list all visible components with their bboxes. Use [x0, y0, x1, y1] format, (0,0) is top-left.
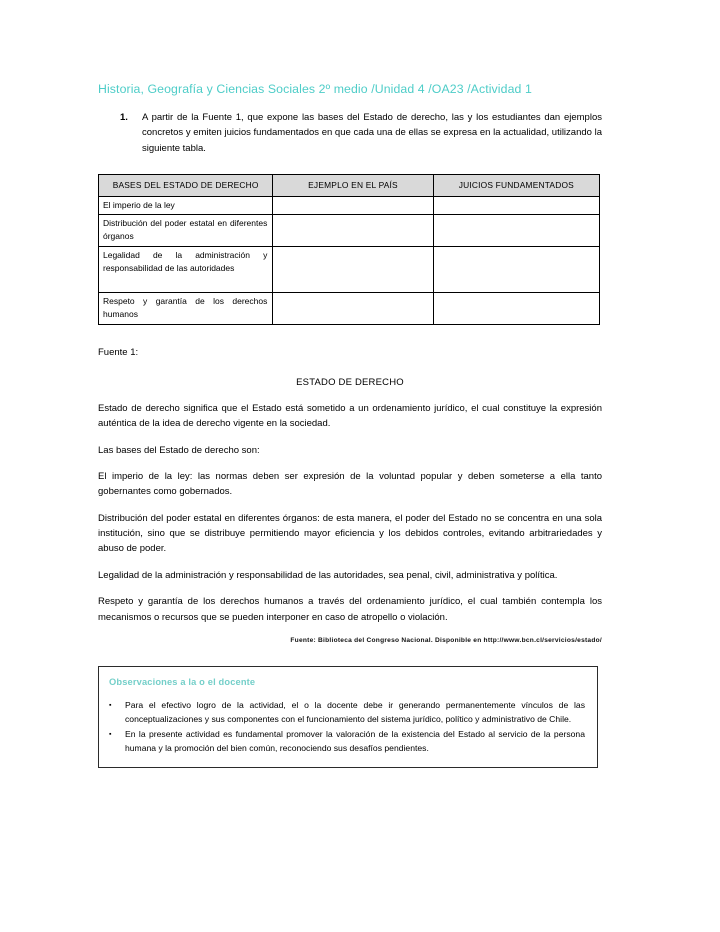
cell-base: El imperio de la ley [99, 197, 273, 215]
square-bullet-icon: ▪ [109, 701, 112, 709]
cell-base: Distribución del poder estatal en diferentes órganos [99, 215, 273, 247]
table-row [99, 197, 600, 215]
cell-juicio[interactable] [433, 197, 599, 215]
square-bullet-icon: ▪ [109, 730, 112, 738]
cell-ejemplo[interactable] [273, 215, 433, 247]
source-paragraph: Las bases del Estado de derecho son: [98, 444, 260, 456]
source-paragraph: El imperio de la ley: las normas deben ser expresión de la voluntad popular y deben someterse a ella tanto gobernantes como gobernados. [98, 470, 602, 498]
list-item [109, 728, 585, 756]
table-row [99, 293, 600, 325]
activity-table [98, 174, 600, 326]
cell-ejemplo[interactable] [273, 247, 433, 293]
source-paragraph: Respeto y garantía de los derechos humanos a través del ordenamiento jurídico, el cual también contempla los mecanismos o recursos que se pueden interponer en caso de atropello o violación. [98, 596, 602, 623]
cell-ejemplo[interactable] [273, 197, 433, 215]
source-label: Fuente 1: [98, 347, 139, 359]
table-header-row [99, 174, 600, 196]
source-title: ESTADO DE DERECHO [296, 376, 404, 388]
source-paragraph: Distribución del poder estatal en diferentes órganos: de esta manera, el poder del Estado no se concentra en una sola institución, sino que se distribuye permitiendo mayor eficiencia y los debidos controles, evitando arbitrariedades y abuso de poder. [98, 512, 602, 555]
source-paragraph: Estado de derecho significa que el Estado está sometido a un ordenamiento jurídico, el cual constituye la expresión auténtica de la idea de derecho vigente en la sociedad. [98, 402, 602, 430]
instruction-text: A partir de la Fuente 1, que expone las bases del Estado de derecho, las y los estudiantes dan ejemplos concretos y emiten juicios fundamentados en que cada una de ellas se expresa en la actualidad, utilizando la siguiente tabla. [142, 111, 602, 154]
document-page [98, 0, 602, 768]
table-row [99, 215, 600, 247]
cell-juicio[interactable] [433, 247, 599, 293]
source-credit: Fuente: Biblioteca del Congreso Nacional. Disponible en http://www.bcn.cl/servicios/estado/ [290, 636, 602, 644]
cell-base: Respeto y garantía de los derechos humanos [99, 293, 273, 325]
instruction-number: 1. [120, 111, 128, 123]
cell-juicio[interactable] [433, 215, 599, 247]
instruction-item [98, 110, 602, 156]
column-header-juicios: JUICIOS FUNDAMENTADOS [433, 174, 599, 196]
table-row [99, 247, 600, 293]
observations-box [98, 666, 598, 768]
observations-title: Observaciones a la o el docente [109, 676, 256, 687]
cell-base: Legalidad de la administración y responsabilidad de las autoridades [99, 247, 273, 293]
column-header-ejemplo: EJEMPLO EN EL PAÍS [273, 174, 433, 196]
page-title: Historia, Geografía y Ciencias Sociales 2º medio /Unidad 4 /OA23 /Actividad 1 [98, 82, 532, 96]
observations-list [109, 699, 585, 756]
list-item-text: En la presente actividad es fundamental promover la valoración de la existencia del Estado al servicio de la persona humana y la promoción del bien común, reconociendo sus desafíos pendientes. [125, 728, 585, 753]
source-paragraph: Legalidad de la administración y responsabilidad de las autoridades, sea penal, civil, administrativa y política. [98, 569, 558, 581]
cell-ejemplo[interactable] [273, 293, 433, 325]
list-item-text: Para el efectivo logro de la actividad, el o la docente debe ir generando permanentemente vínculos de las conceptualizaciones y sus componentes con el funcionamiento del sistema jurídico, político y administrativo de Chile. [125, 699, 585, 724]
cell-juicio[interactable] [433, 293, 599, 325]
list-item [109, 699, 585, 727]
column-header-bases: BASES DEL ESTADO DE DERECHO [99, 174, 273, 196]
